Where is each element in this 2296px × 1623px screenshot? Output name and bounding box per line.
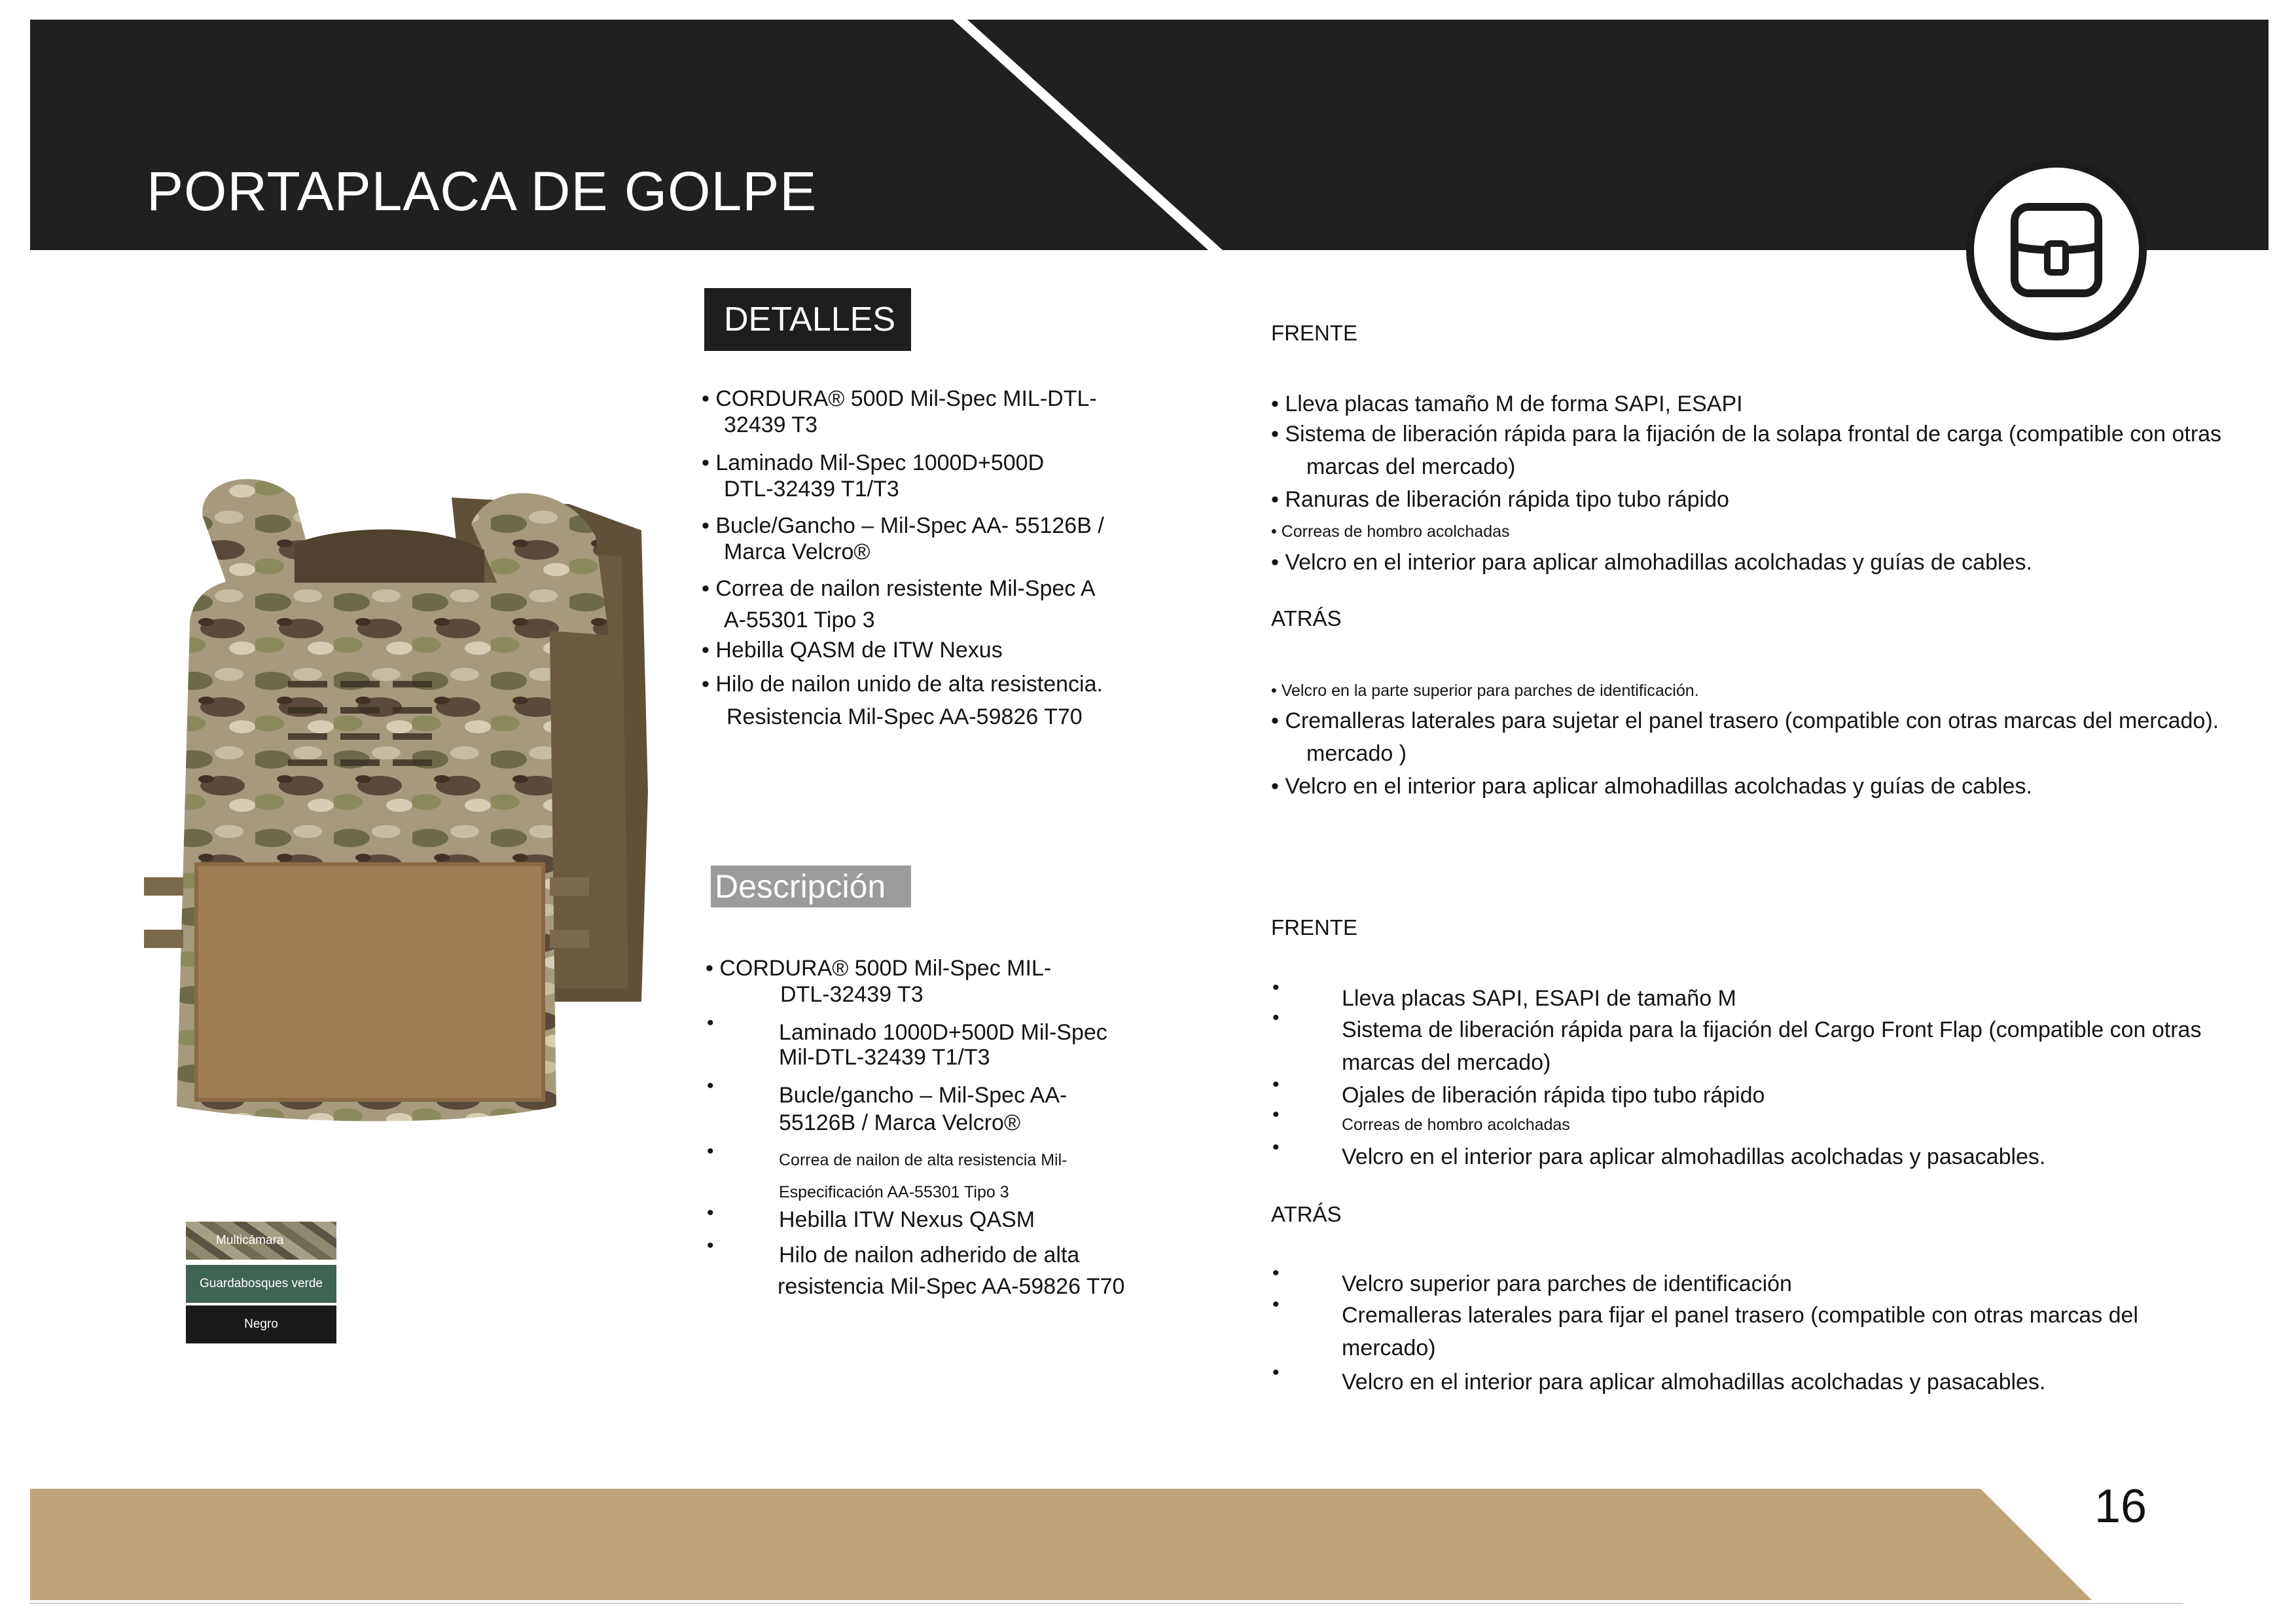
bullet: • (1272, 1362, 1280, 1383)
back-item: • Velcro en la parte superior para parches de identificación. (1271, 682, 1699, 700)
bullet: • (707, 1202, 714, 1224)
back-item-cont: mercado) (1342, 1336, 1436, 1360)
bullet: • (1272, 1104, 1280, 1125)
bullet: • (1272, 1007, 1280, 1029)
details-item-cont: A-55301 Tipo 3 (724, 608, 875, 632)
description-item-cont: 55126B / Marca Velcro® (779, 1110, 1021, 1135)
page-title: PORTAPLACA DE GOLPE (147, 160, 817, 222)
description-item-cont: resistencia Mil-Spec AA-59826 T70 (778, 1274, 1125, 1299)
details-item: • Correa de nailon resistente Mil-Spec A (702, 576, 1096, 601)
description-item: Hebilla ITW Nexus QASM (779, 1207, 1035, 1232)
front-item-cont: marcas del mercado) (1342, 1050, 1551, 1075)
bullet: • (1272, 1262, 1280, 1284)
bullet: • (1272, 1137, 1280, 1158)
front-item: Sistema de liberación rápida para la fijación del Cargo Front Flap (compatible con otras (1342, 1017, 2202, 1042)
bullet: • (1272, 977, 1280, 998)
description-item-cont: Especificación AA-55301 Tipo 3 (779, 1183, 1009, 1201)
back-label: ATRÁS (1271, 1202, 1342, 1226)
back-item: Velcro en el interior para aplicar almohadillas acolchadas y pasacables. (1342, 1370, 2046, 1395)
category-badge (1966, 160, 2147, 340)
front-item: • Sistema de liberación rápida para la fijación de la solapa frontal de carga (compatible con otras (1271, 422, 2222, 447)
page-number: 16 (2094, 1480, 2147, 1533)
description-item-cont: Mil-DTL-32439 T1/T3 (779, 1045, 990, 1070)
pouch-icon (2007, 200, 2106, 300)
details-heading: DETALLES (704, 288, 911, 351)
description-item: Correa de nailon de alta resistencia Mil- (779, 1151, 1067, 1169)
details-item-cont: Resistencia Mil-Spec AA-59826 T70 (726, 704, 1083, 729)
front-item: • Velcro en el interior para aplicar almohadillas acolchadas y guías de cables. (1271, 550, 2032, 575)
front-item: Velcro en el interior para aplicar almohadillas acolchadas y pasacables. (1342, 1144, 2046, 1169)
front-label: FRENTE (1271, 321, 1357, 345)
description-item: Laminado 1000D+500D Mil-Spec (779, 1020, 1107, 1045)
details-item: • CORDURA® 500D Mil-Spec MIL-DTL- (702, 386, 1097, 411)
front-item: Ojales de liberación rápida tipo tubo rápido (1342, 1083, 1765, 1108)
details-item: • Hebilla QASM de ITW Nexus (702, 638, 1003, 663)
plate-carrier-vest-image (98, 426, 687, 1198)
front-item: Lleva placas SAPI, ESAPI de tamaño M (1342, 986, 1736, 1011)
description-item: Hilo de nailon adherido de alta (779, 1243, 1080, 1267)
front-item-cont: marcas del mercado) (1306, 454, 1516, 479)
back-item: Velcro superior para parches de identificación (1342, 1271, 1792, 1296)
footer-divider (30, 1603, 2183, 1604)
description-item: Bucle/gancho – Mil-Spec AA- (779, 1083, 1067, 1108)
bullet: • (1272, 1294, 1280, 1315)
bullet: • (707, 1012, 714, 1034)
front-item: Correas de hombro acolchadas (1342, 1116, 1570, 1134)
details-item: • Bucle/Gancho – Mil-Spec AA- 55126B / (702, 513, 1104, 538)
bullet: • (707, 1075, 714, 1097)
back-item: • Velcro en el interior para aplicar almohadillas acolchadas y guías de cables. (1271, 774, 2032, 799)
details-item-cont: DTL-32439 T1/T3 (724, 477, 899, 501)
details-item-cont: Marca Velcro® (724, 539, 870, 564)
front-item: • Lleva placas tamaño M de forma SAPI, ESAPI (1271, 392, 1743, 416)
back-label: ATRÁS (1271, 606, 1342, 630)
swatch-multicam[interactable]: Multicámara (186, 1222, 336, 1260)
bullet: • (1272, 1074, 1280, 1095)
description-heading: Descripción (711, 866, 911, 907)
back-item: Cremalleras laterales para fijar el panel trasero (compatible con otras marcas del (1342, 1303, 2138, 1328)
swatch-ranger-green[interactable]: Guardabosques verde (186, 1265, 336, 1303)
bullet: • (707, 1235, 714, 1256)
front-label: FRENTE (1271, 915, 1357, 939)
back-item: • Cremalleras laterales para sujetar el panel trasero (compatible con otras marcas del mercado). (1271, 708, 2219, 733)
front-item: • Ranuras de liberación rápida tipo tubo rápido (1271, 487, 1729, 512)
details-item: • Hilo de nailon unido de alta resistencia. (702, 672, 1103, 697)
bullet: • (707, 1140, 714, 1162)
front-item: • Correas de hombro acolchadas (1271, 522, 1510, 541)
swatch-black[interactable]: Negro (186, 1305, 336, 1343)
description-item: • CORDURA® 500D Mil-Spec MIL- (706, 956, 1052, 981)
details-item-cont: 32439 T3 (724, 412, 818, 437)
description-item-cont: DTL-32439 T3 (780, 982, 924, 1007)
back-item-cont: mercado ) (1306, 741, 1407, 766)
details-item: • Laminado Mil-Spec 1000D+500D (702, 450, 1045, 475)
footer-band (30, 1489, 2183, 1600)
